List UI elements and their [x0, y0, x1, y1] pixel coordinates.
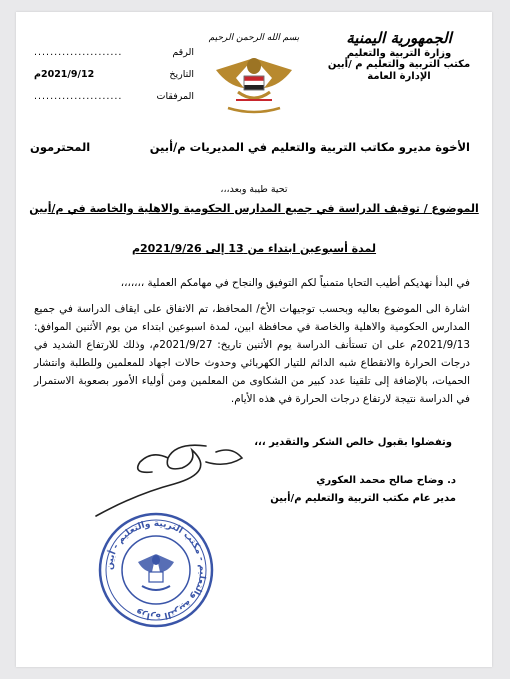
- official-stamp: [96, 510, 216, 630]
- office-name: مكتب التربية والتعليم م /أبين: [327, 59, 471, 71]
- signature-icon: [56, 432, 276, 522]
- date-row: [34, 64, 194, 86]
- attachments-label: المرفقات: [156, 91, 194, 102]
- svg-text:وزارة التربية والتعليم - مكتب: [105, 519, 207, 621]
- stamp-seal-icon: [96, 510, 216, 630]
- letterhead-right: [324, 30, 474, 83]
- department-name: الإدارة العامة: [367, 71, 431, 83]
- attachments-value: ......................: [34, 91, 123, 102]
- main-paragraph: اشارة الى الموضوع بعاليه وبحسب توجيهات الأخ/ المحافظ، تم الاتفاق على ايقاف الدراسة في جميع المدارس الحكومية والاهلية والخاصة في محافظة ابين، لمدة اسبوعين ابتداء من يوم الأثنين الموافق: 2021/9/13م على ان تستأنف الدراسة يوم الأثنين تاريخ: 2021/9/27م، وذلك للارتفاع الشديد في درجات الحرارة والانقطاع شبه الدائم للتيار الكهربائي وحدوث حالات اجهاد للمعلمين وللطلبة وانتشار الحميات، بالإضافة إلى تلقينا عدد كبير من الشكاوى من المعلمين ومن أولياء الأمور بصعوبة الاستمرار في الدراسة نتيجة لارتفاع درجات الحرارة في هذه الأيام.: [34, 303, 470, 405]
- stamp-ring-text: وزارة التربية والتعليم - مكتب التربية والتعليم - أبين: [104, 518, 208, 622]
- basmala: بسم الله الرحمن الرحيم: [208, 33, 300, 43]
- ref-value: ......................: [34, 47, 123, 58]
- closing-line: وتفضلوا بقبول خالص الشكر والتقدير ،،،: [254, 437, 452, 448]
- country-name: الجمهورية اليمنية: [346, 29, 452, 47]
- emblem-block: [198, 30, 310, 120]
- greeting: تحية طيبة وبعد،،،: [220, 184, 288, 195]
- opening-paragraph: في البدأ نهديكم أطيب التحايا متمنياً لكم التوفيق والنجاح في مهامكم العملية ،،،،،،،: [120, 277, 470, 289]
- ref-label: الرقم: [172, 47, 194, 58]
- signer-name: د. وضاح صالح محمد العكوري: [316, 475, 456, 486]
- attachments-row: [34, 86, 194, 108]
- date-label: التاريخ: [169, 69, 194, 80]
- letter-page: [16, 12, 492, 667]
- honorific: المحترمون: [30, 140, 91, 154]
- signer-title: مدير عام مكتب التربية والتعليم م/أبين: [270, 493, 456, 504]
- eagle-emblem-icon: [198, 30, 310, 120]
- letter-body: [34, 274, 470, 408]
- ministry-name: وزارة التربية والتعليم: [346, 47, 452, 59]
- ref-row: [34, 42, 194, 64]
- signer-block: [270, 472, 456, 508]
- addressee-line: [30, 140, 470, 154]
- subject-line: الموضوع / توقيف الدراسة في جميع المدارس الحكومية والاهلية والخاصة في م/أبين: [29, 202, 479, 215]
- handwritten-signature: [56, 432, 276, 522]
- addressee: الأخوة مديرو مكاتب التربية والتعليم في المديريات م/أبين: [149, 140, 470, 154]
- date-value: 2021/9/12م: [34, 69, 95, 80]
- duration-line: لمدة أسبوعين ابتداء من 13 إلى 2021/9/26م: [131, 242, 377, 255]
- letterhead-left: [34, 42, 194, 108]
